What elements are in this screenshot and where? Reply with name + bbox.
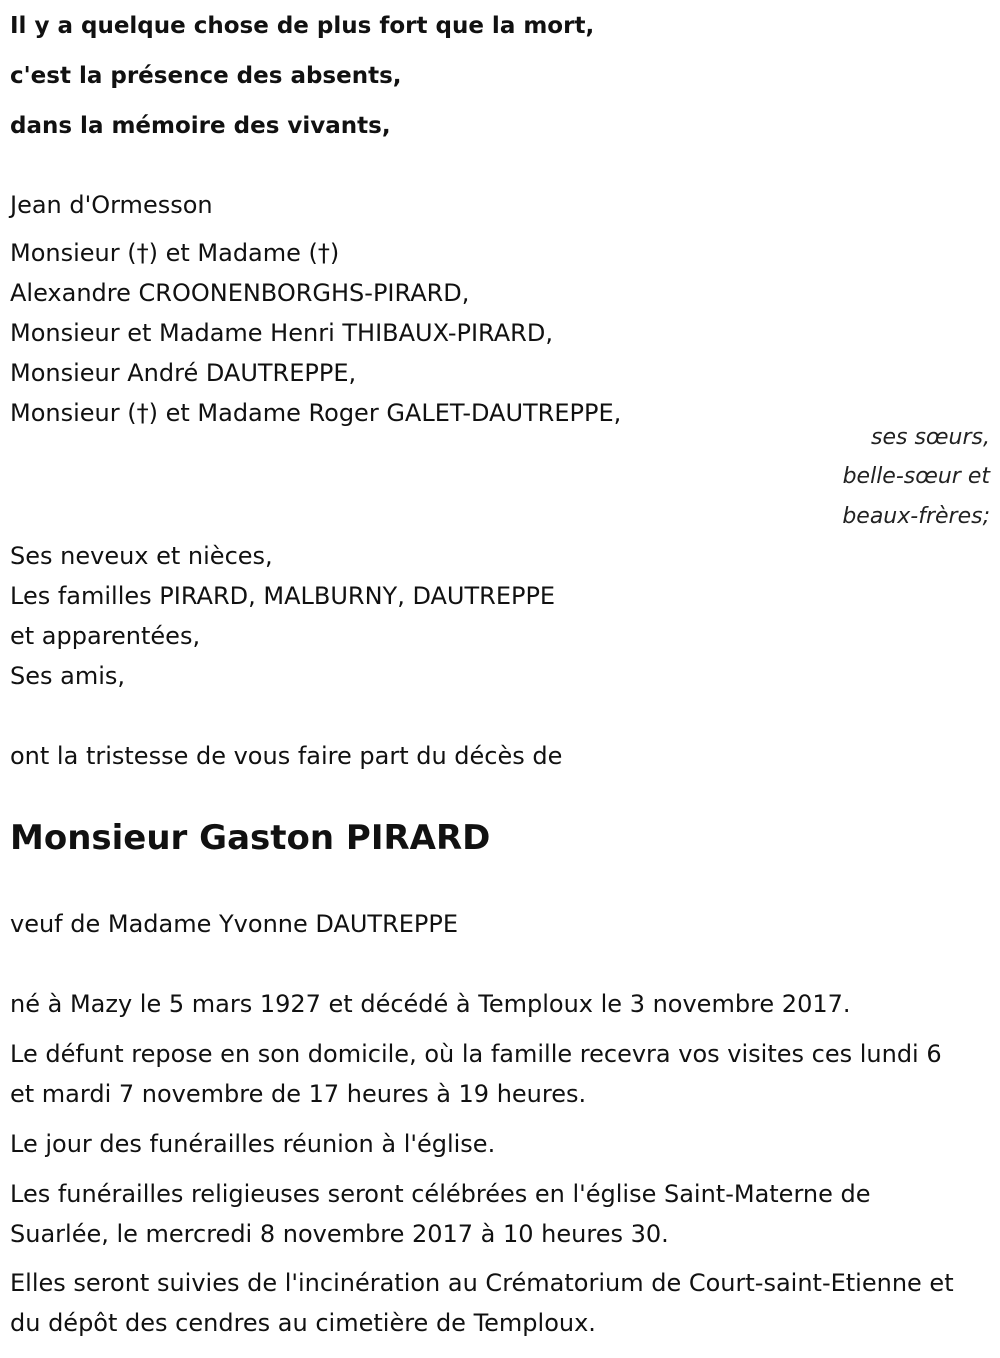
- relatives-line-3: et apparentées,: [10, 622, 201, 650]
- meeting-line: Le jour des funérailles réunion à l'église.: [10, 1130, 496, 1158]
- family-line-2: Alexandre CROONENBORGHS-PIRARD,: [10, 279, 470, 307]
- quote-line-1: Il y a quelque chose de plus fort que la mort,: [10, 13, 595, 39]
- quote-line-3: dans la mémoire des vivants,: [10, 113, 391, 139]
- family-line-3: Monsieur et Madame Henri THIBAUX-PIRARD,: [10, 319, 553, 347]
- relatives-line-1: Ses neveux et nièces,: [10, 542, 273, 570]
- cremation-paragraph: Elles seront suivies de l'incinération au Crématorium de Court-saint-Etienne et du dépôt des cendres au cimetière de Temploux.: [10, 1269, 954, 1337]
- relation-line-3: beaux-frères;: [842, 504, 990, 529]
- relatives-line-2: Les familles PIRARD, MALBURNY, DAUTREPPE: [10, 582, 556, 610]
- funeral-paragraph: Les funérailles religieuses seront célébrées en l'église Saint-Materne de Suarlée, le mercredi 8 novembre 2017 à 10 heures 30.: [10, 1180, 871, 1248]
- family-line-1: Monsieur (†) et Madame (†): [10, 239, 340, 267]
- quote-line-2: c'est la présence des absents,: [10, 63, 402, 89]
- relatives-line-4: Ses amis,: [10, 662, 126, 690]
- relation-line-2: belle-sœur et: [842, 464, 990, 489]
- birth-death-line: né à Mazy le 5 mars 1927 et décédé à Temploux le 3 novembre 2017.: [10, 990, 851, 1018]
- announcement-text: ont la tristesse de vous faire part du décès de: [10, 742, 563, 770]
- relation-line-1: ses sœurs,: [871, 425, 990, 450]
- family-line-4: Monsieur André DAUTREPPE,: [10, 359, 357, 387]
- visitation-paragraph: Le défunt repose en son domicile, où la famille recevra vos visites ces lundi 6 et mardi 7 novembre de 17 heures à 19 heures.: [10, 1040, 942, 1108]
- family-line-5: Monsieur (†) et Madame Roger GALET-DAUTREPPE,: [10, 399, 622, 427]
- deceased-name: Monsieur Gaston PIRARD: [10, 818, 491, 858]
- widower-line: veuf de Madame Yvonne DAUTREPPE: [10, 910, 459, 938]
- quote-author: Jean d'Ormesson: [10, 191, 213, 219]
